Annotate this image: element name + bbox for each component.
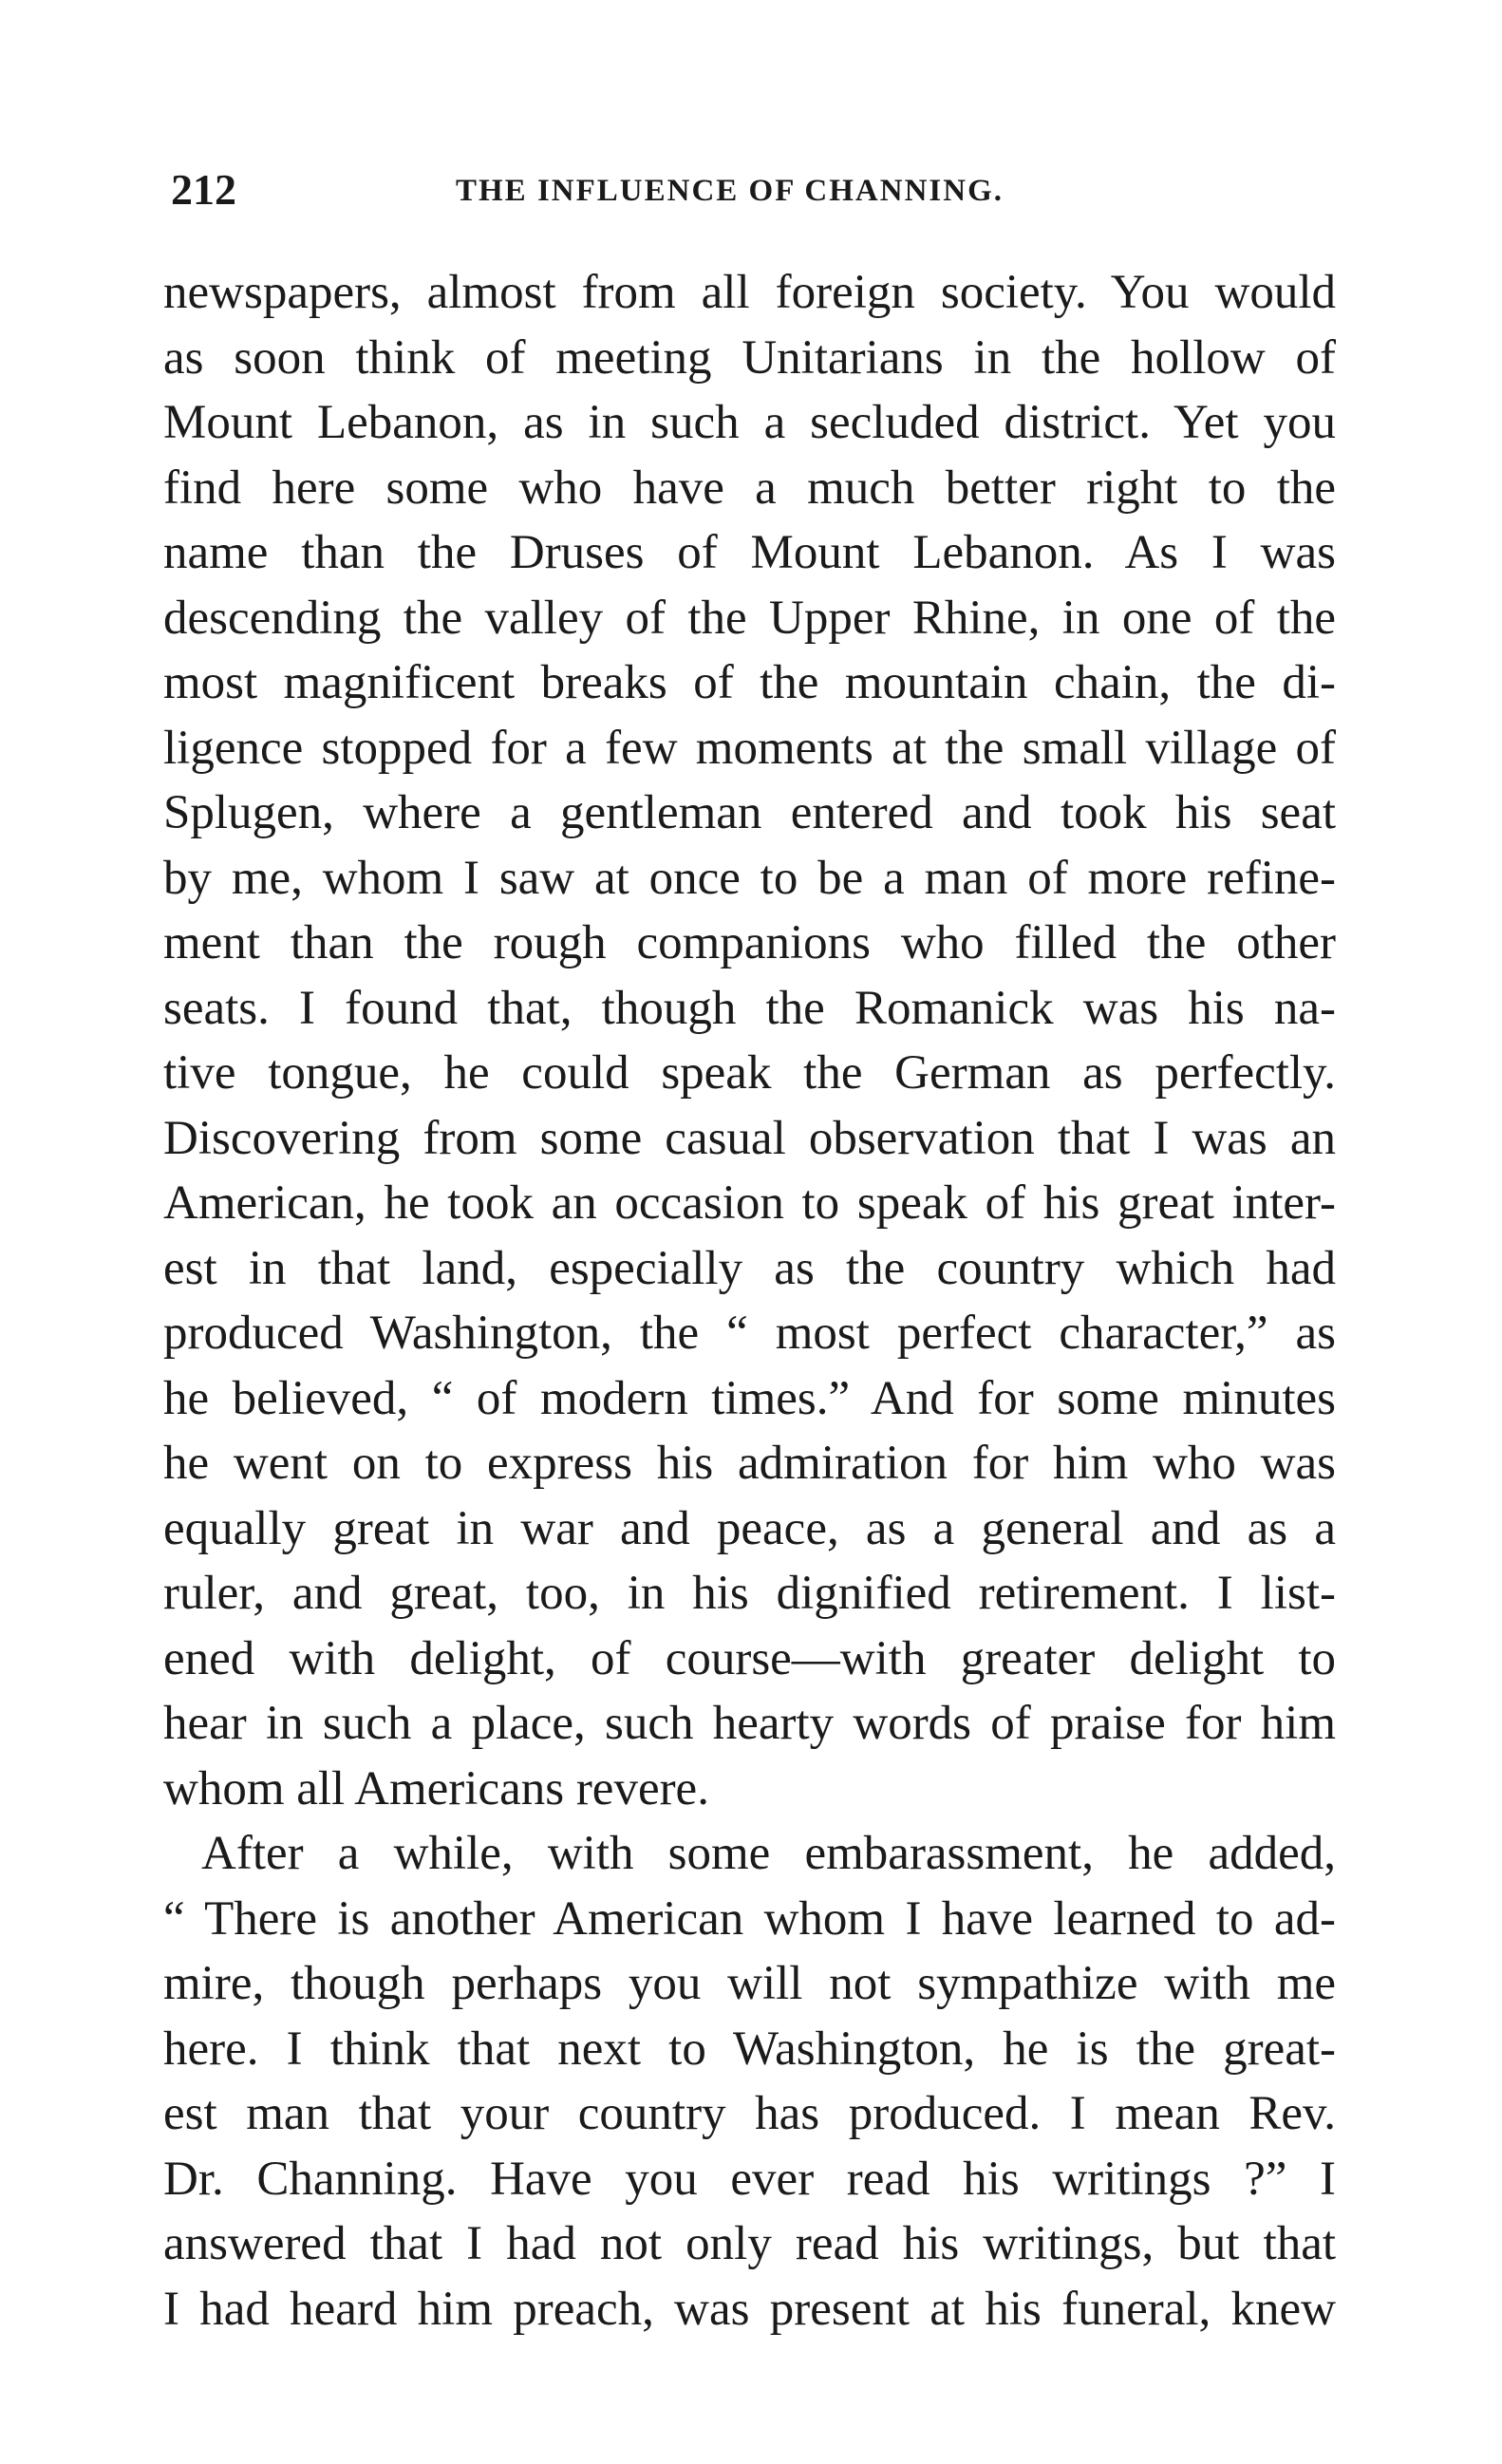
text-line: hear in such a place, such hearty words of praise for him: [163, 1697, 1336, 1750]
text-line: here. I think that next to Washington, he is the great-: [163, 2022, 1336, 2076]
running-title: THE INFLUENCE OF CHANNING.: [456, 174, 1004, 208]
text-line: ruler, and great, too, in his dignified retirement. I list-: [163, 1567, 1336, 1620]
text-line: he believed, “ of modern times.” And for some minutes: [163, 1371, 1336, 1425]
text-line: Splugen, where a gentleman entered and took his seat: [163, 786, 1336, 839]
page-number: 212: [171, 165, 236, 214]
text-line: “ There is another American whom I have learned to ad-: [163, 1891, 1336, 1946]
text-line: est man that your country has produced. I mean Rev.: [163, 2087, 1336, 2140]
text-line: After a while, with some embarassment, he added,: [201, 1827, 1336, 1880]
text-line: by me, whom I saw at once to be a man of more refine-: [163, 851, 1336, 905]
text-line: most magnificent breaks of the mountain chain, the di-: [163, 656, 1336, 709]
page-header: [171, 161, 1348, 218]
body-text: [163, 260, 1336, 2342]
text-line: Mount Lebanon, as in such a secluded district. Yet you: [163, 396, 1336, 449]
text-line: find here some who have a much better right to the: [163, 461, 1336, 515]
text-line: ment than the rough companions who filled the other: [163, 916, 1336, 969]
text-line: newspapers, almost from all foreign society. You would: [163, 266, 1336, 319]
text-line: I had heard him preach, was present at his funeral, knew: [163, 2282, 1336, 2336]
text-line: descending the valley of the Upper Rhine, in one of the: [163, 591, 1336, 645]
paragraph-2: [163, 1821, 1336, 2342]
text-line: ligence stopped for a few moments at the small village of: [163, 721, 1336, 775]
text-line: American, he took an occasion to speak of his great inter-: [163, 1176, 1336, 1230]
paragraph-1: [163, 260, 1336, 1821]
text-line: seats. I found that, though the Romanick was his na-: [163, 981, 1336, 1035]
text-line: equally great in war and peace, as a general and as a: [163, 1501, 1336, 1555]
text-line: whom all Americans revere.: [163, 1761, 709, 1815]
text-line: tive tongue, he could speak the German as perfectly.: [163, 1046, 1336, 1100]
text-line: Discovering from some casual observation that I was an: [163, 1111, 1336, 1165]
text-line: Dr. Channing. Have you ever read his writings ?” I: [163, 2152, 1336, 2206]
text-line: mire, though perhaps you will not sympathize with me: [163, 1957, 1336, 2010]
text-line: est in that land, especially as the country which had: [163, 1241, 1336, 1295]
text-line: he went on to express his admiration for him who was: [163, 1437, 1336, 1490]
text-line: as soon think of meeting Unitarians in the hollow of: [163, 330, 1336, 385]
text-line: produced Washington, the “ most perfect character,” as: [163, 1307, 1336, 1360]
text-line: ened with delight, of course—with greater delight to: [163, 1631, 1336, 1685]
text-line: answered that I had not only read his writings, but that: [163, 2217, 1336, 2270]
text-line: name than the Druses of Mount Lebanon. As I was: [163, 526, 1336, 579]
